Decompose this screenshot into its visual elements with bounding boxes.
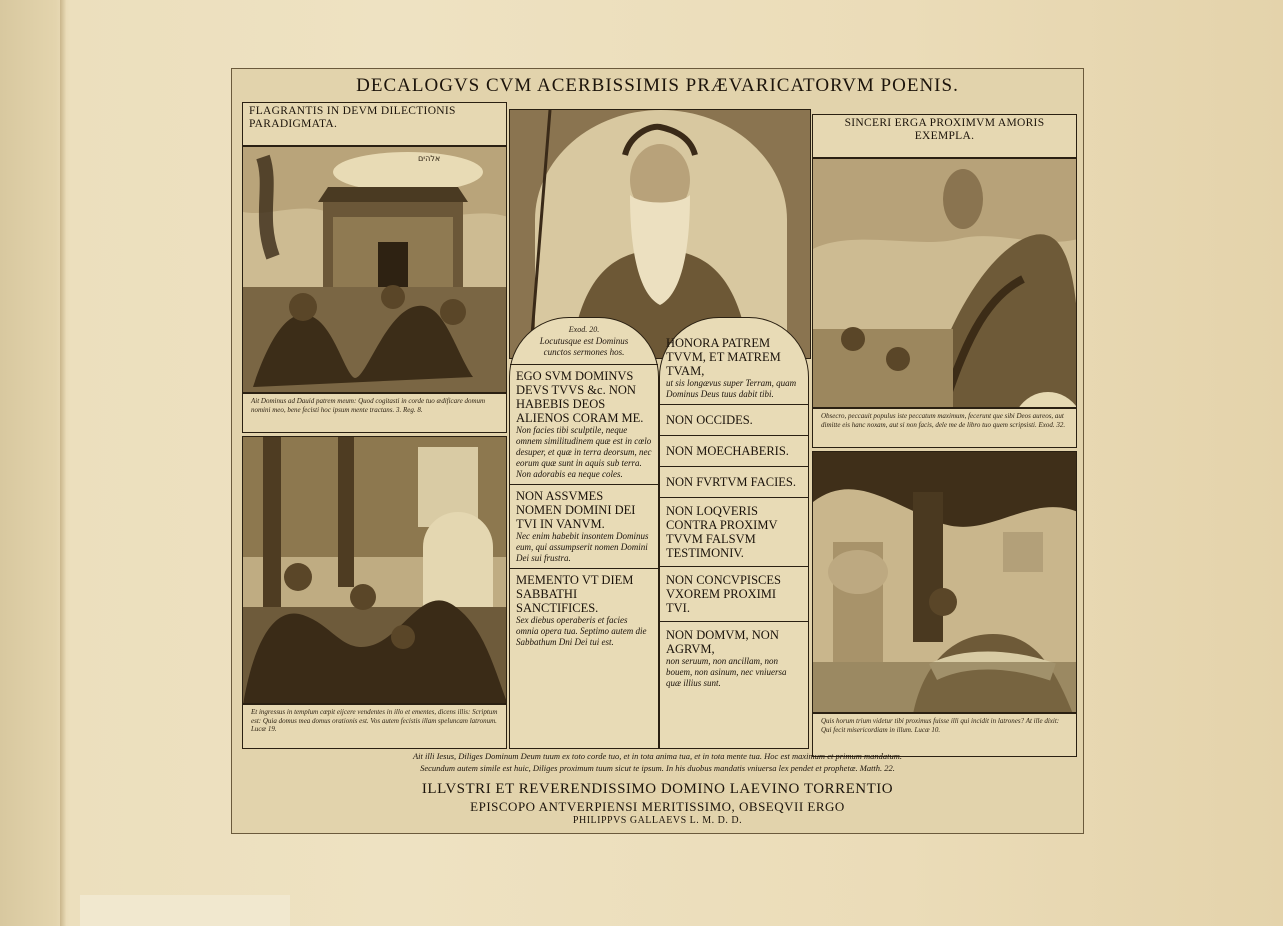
bottom-quote-2: Secundum autem simile est huic, Diliges proximum tuum sicut te ipsum. In his duobus mandatis vniuersa lex pendet et prophetæ. Matth. 22. [420, 763, 895, 773]
left-command-caps: NON ASSVMES NOMEN DOMINI DEI TVI IN VANVM. [516, 489, 636, 531]
top-left-caption-box [242, 393, 507, 433]
right-command-caps: NON CONCVPISCES VXOREM PROXIMI TVI. [666, 573, 781, 615]
bottom-left-caption-box [242, 704, 507, 749]
right-command-caps: NON DOMVM, NON AGRVM, [666, 628, 779, 656]
right-command-text: ut sis longævus super Terram, quam Dominus Deus tuus dabit tibi. [666, 378, 797, 399]
right-command-text: non seruum, non ancillam, non bouem, non asinum, nec vniuersa quæ illius sunt. [666, 656, 787, 688]
bottom-right-engraving [812, 451, 1077, 713]
right-command-block-2 [660, 404, 808, 435]
right-command-caps: HONORA PATREM TVVM, ET MATREM TVAM, [666, 336, 781, 378]
plate-title: DECALOGVS CVM ACERBISSIMIS PRÆVARICATORVM POENIS. [356, 75, 959, 96]
bottom-right-caption: Quis horum trium videtur tibi proximus fuisse illi qui incidit in latrones? At ille dixit: Qui fecit misericordiam in illum. Lucæ 10. [821, 717, 1060, 734]
good-samaritan-image [813, 452, 1077, 713]
left-command-text: Non facies tibi sculptile, neque omnem similitudinem quæ est in cœlo desuper, et quæ in terra deorsum, nec eorum quæ sunt in aquis sub terra. Non adorabis ea neque coles. [516, 425, 652, 479]
left-command-text: Nec enim habebit insontem Dominus eum, qui assumpserit nomen Domini Dei sui frustra. [516, 531, 649, 563]
top-left-caption: Ait Dominus ad Dauid patrem meum: Quod cogitasti in corde tuo ædificare domum nomini meo, bene fecisti hoc ipsum mente tractans. 3. Reg. 8. [251, 397, 486, 414]
publisher-line: PHILIPPVS GALLAEVS L. M. D. D. [572, 815, 743, 826]
left-command-caps: EGO SVM DOMINVS DEVS TVVS &c. NON HABEBIS DEOS ALIENOS CORAM ME. [516, 369, 644, 425]
top-left-engraving [242, 146, 507, 393]
left-command-block-3 [510, 569, 658, 652]
left-tablet-intro: Locutusque est Dominus cunctos sermones hos. [539, 336, 629, 357]
left-command-caps: MEMENTO VT DIEM SABBATHI SANCTIFICES. [516, 573, 634, 615]
left-command-text: Sex diebus operaberis et facies omnia opera tua. Septimo autem die Sabbathum Dni Dei tui est. [516, 615, 647, 647]
right-command-block-5 [660, 497, 808, 566]
left-tablet-ref: Exod. 20. [568, 325, 600, 334]
hebrew-label: אלהים [418, 154, 441, 163]
right-command-block-6 [660, 566, 808, 621]
bottom-quote-1: Ait illi Iesus, Diliges Dominum Deum tuum ex toto corde tuo, et in tota anima tua, et in tota mente tua. Hoc est maximum et primum mandatum. [412, 751, 903, 761]
top-right-caption-box [812, 408, 1077, 448]
top-left-title-box [242, 102, 507, 146]
bottom-left-engraving [242, 436, 507, 704]
temple-cleansing-image [243, 437, 507, 704]
left-command-block-1 [510, 365, 658, 484]
right-command-block-4 [660, 466, 808, 497]
top-left-title: FLAGRANTIS IN DEVM DILECTIONIS PARADIGMATA. [249, 105, 456, 130]
moses-on-mountain-image [813, 159, 1077, 408]
right-command-caps: NON OCCIDES. [666, 413, 753, 427]
paper-strip [80, 895, 290, 926]
dedication-line-1: ILLVSTRI ET REVERENDISSIMO DOMINO LAEVINO TORRENTIO [421, 781, 894, 797]
right-command-caps: NON MOECHABERIS. [666, 444, 789, 458]
page-fold [60, 0, 66, 926]
right-command-caps: NON LOQVERIS CONTRA PROXIMV TVVM FALSVM TESTIMONIV. [666, 504, 778, 560]
top-right-engraving [812, 158, 1077, 408]
left-tablet [509, 317, 659, 749]
left-command-block-2 [510, 485, 658, 568]
engraving-plate [231, 68, 1084, 834]
temple-scene-image [243, 147, 507, 393]
right-command-block-3 [660, 435, 808, 466]
dedication-line-2: EPISCOPO ANTVERPIENSI MERITISSIMO, OBSEQVII ERGO [470, 799, 845, 814]
right-tablet [659, 317, 809, 749]
top-right-caption: Obsecro, peccauit populus iste peccatum maximum, fecerunt que sibi Deos aureos, aut dimitte eis hanc noxam, aut si non facis, dele me de libro tuo quem scripsisti. Exod. 32. [821, 412, 1066, 429]
right-command-caps: NON FVRTVM FACIES. [666, 475, 796, 489]
bottom-left-caption: Et ingressus in templum cœpit eijcere vendentes in illo et ementes, dicens illis: Scriptum est: Quia domus mea domus orationis est. Vos autem fecistis illam speluncam latronum. Lucæ 19. [251, 708, 498, 733]
right-command-block-7 [660, 621, 808, 695]
right-command-block-1 [660, 318, 808, 404]
top-right-title: SINCERI ERGA PROXIMVM AMORIS EXEMPLA. [844, 117, 1045, 142]
top-right-title-box [812, 114, 1077, 158]
